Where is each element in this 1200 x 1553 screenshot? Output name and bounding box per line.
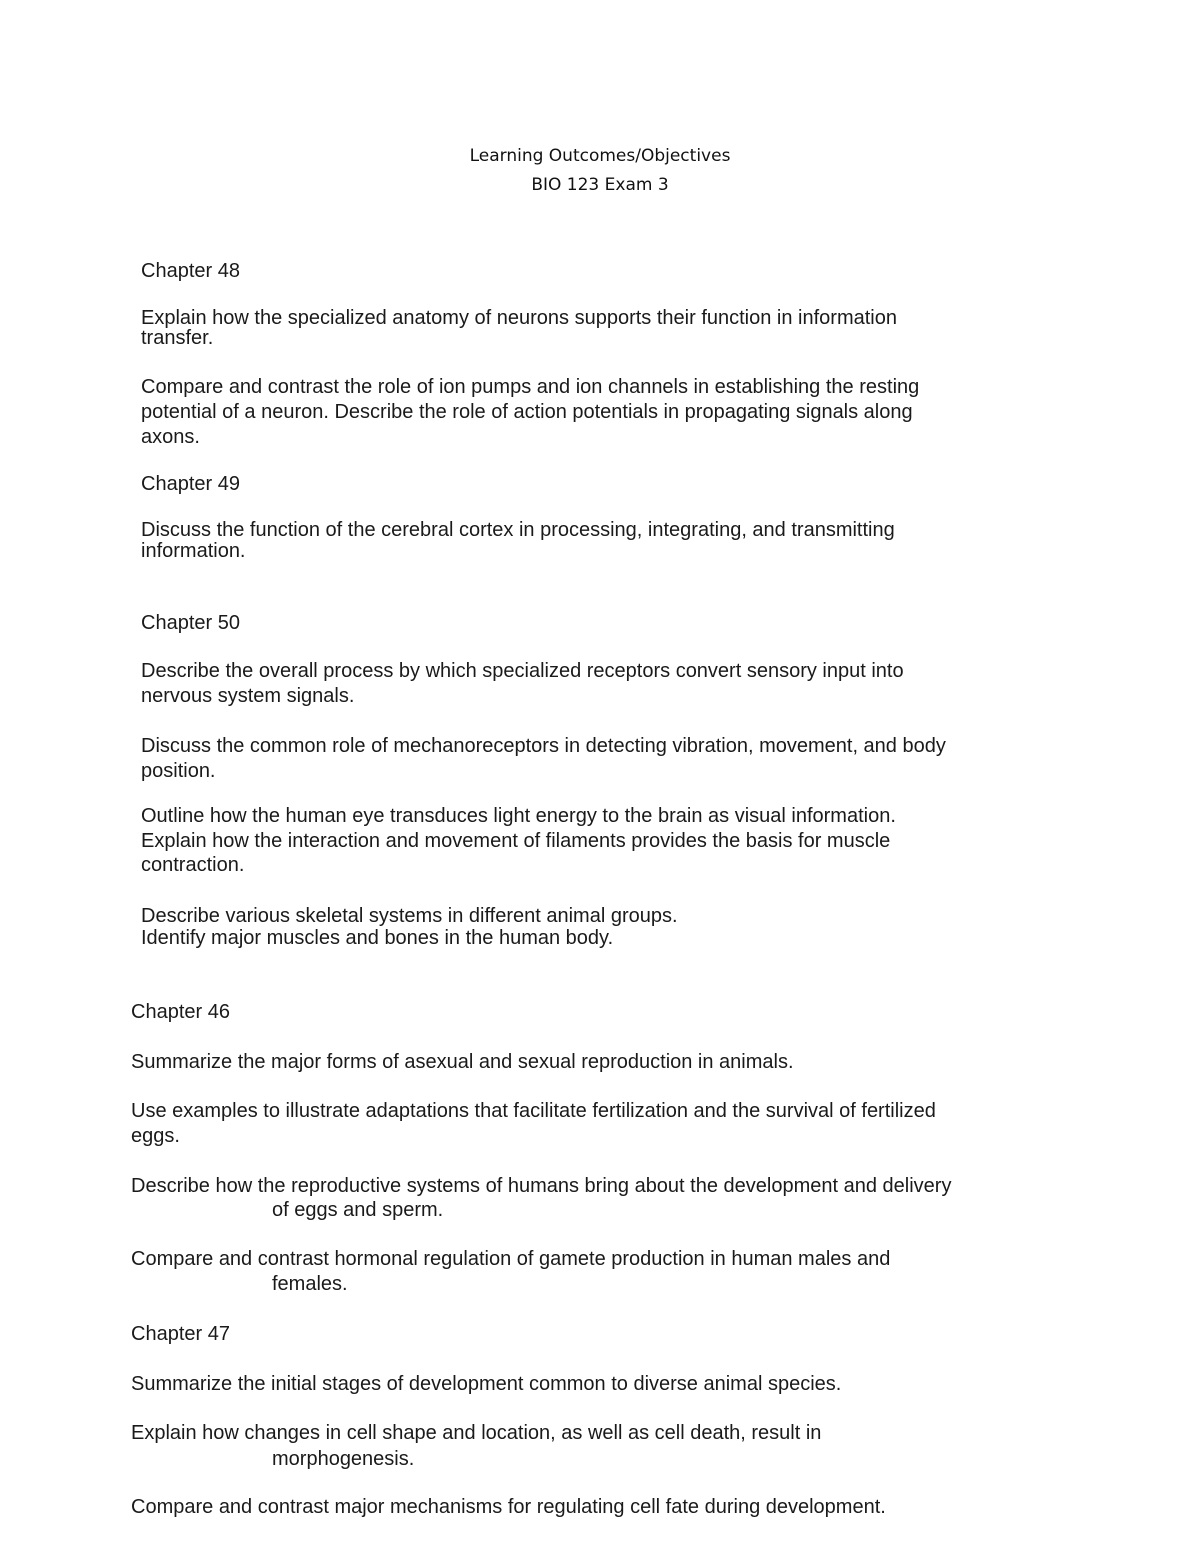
ch46-objective-4-line-1: Compare and contrast hormonal regulation of gamete production in human males and — [131, 1248, 891, 1270]
ch48-objective-2-line-3: axons. — [141, 426, 200, 448]
ch46-objective-2-line-2: eggs. — [131, 1125, 180, 1147]
ch50-objective-3-line-1: Outline how the human eye transduces light energy to the brain as visual information. — [141, 805, 896, 827]
ch50-objective-2-line-2: position. — [141, 760, 216, 782]
chapter-48-heading: Chapter 48 — [141, 260, 240, 282]
ch50-objective-2-line-1: Discuss the common role of mechanoreceptors in detecting vibration, movement, and body — [141, 735, 946, 757]
document-title: Learning Outcomes/Objectives — [469, 146, 731, 166]
ch46-objective-1: Summarize the major forms of asexual and sexual reproduction in animals. — [131, 1051, 794, 1073]
ch50-objective-1-line-1: Describe the overall process by which specialized receptors convert sensory input into — [141, 660, 904, 682]
ch46-objective-4-line-2: females. — [272, 1273, 348, 1295]
ch50-objective-4-line-1: Describe various skeletal systems in different animal groups. — [141, 905, 678, 927]
ch46-objective-3-line-1: Describe how the reproductive systems of humans bring about the development and delivery — [131, 1175, 952, 1197]
ch46-objective-3-line-2: of eggs and sperm. — [272, 1199, 444, 1221]
chapter-46-heading: Chapter 46 — [131, 1001, 230, 1023]
ch47-objective-2-line-1: Explain how changes in cell shape and location, as well as cell death, result in — [131, 1422, 822, 1444]
chapter-50-heading: Chapter 50 — [141, 612, 240, 634]
ch48-objective-2-line-1: Compare and contrast the role of ion pumps and ion channels in establishing the resting — [141, 376, 920, 398]
ch47-objective-3: Compare and contrast major mechanisms for regulating cell fate during development. — [131, 1496, 886, 1518]
ch46-objective-2-line-1: Use examples to illustrate adaptations that facilitate fertilization and the survival of fertilized — [131, 1100, 936, 1122]
chapter-47-heading: Chapter 47 — [131, 1323, 230, 1345]
ch48-objective-1-line-2: transfer. — [141, 327, 214, 349]
ch47-objective-2-line-2: morphogenesis. — [272, 1448, 415, 1470]
ch50-objective-3-line-2: Explain how the interaction and movement of filaments provides the basis for muscle — [141, 830, 891, 852]
ch47-objective-1: Summarize the initial stages of development common to diverse animal species. — [131, 1373, 842, 1395]
ch50-objective-1-line-2: nervous system signals. — [141, 685, 355, 707]
ch48-objective-2-line-2: potential of a neuron. Describe the role of action potentials in propagating signals along — [141, 401, 913, 423]
chapter-49-heading: Chapter 49 — [141, 473, 240, 495]
ch49-objective-1-line-2: information. — [141, 540, 246, 562]
ch50-objective-4-line-2: Identify major muscles and bones in the human body. — [141, 927, 614, 949]
ch49-objective-1-line-1: Discuss the function of the cerebral cortex in processing, integrating, and transmitting — [141, 519, 895, 541]
ch50-objective-3-line-3: contraction. — [141, 854, 245, 876]
ch48-objective-1-line-1: Explain how the specialized anatomy of neurons supports their function in information — [141, 307, 897, 329]
document-subtitle: BIO 123 Exam 3 — [531, 175, 669, 195]
